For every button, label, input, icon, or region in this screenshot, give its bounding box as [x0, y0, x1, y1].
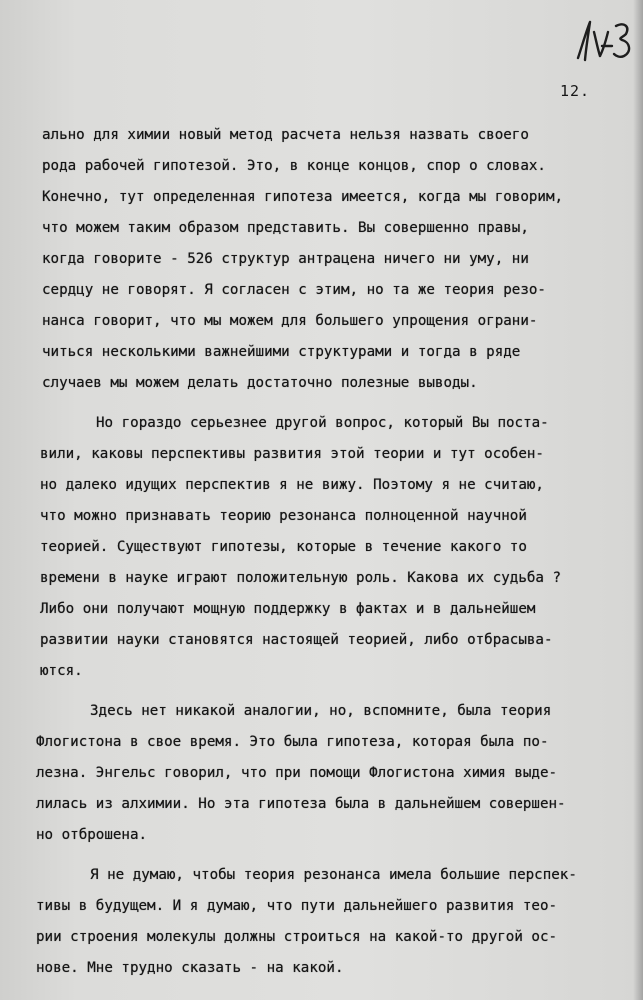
text-line: сердцу не говорят. Я согласен с этим, но та же теория резо-	[42, 282, 546, 298]
text-line: тивы в будущем. И я думаю, что пути дальнейшего развития тео-	[36, 898, 558, 914]
paragraph-start-line: Здесь нет никакой аналогии, но, вспомните, была теория	[90, 703, 552, 719]
text-line: развитии науки становятся настоящей теорией, либо отбрасыва-	[40, 632, 553, 648]
text-line: времени в науке играют положительную роль. Какова их судьба ?	[40, 570, 562, 586]
paragraph-start-line: Но гораздо серьезнее другой вопрос, который Вы поста-	[96, 415, 549, 431]
text-line: но далеко идущих перспектив я не вижу. Поэтому я не считаю,	[40, 477, 544, 493]
folio-handwritten-number	[572, 10, 638, 68]
text-line: теорией. Существуют гипотезы, которые в течение какого то	[40, 539, 527, 555]
page-edge-shadow	[633, 0, 643, 1000]
text-line: когда говорите - 526 структур антрацена ничего ни уму, ни	[42, 251, 529, 267]
text-line: нанса говорит, что мы можем для большего упрощения ограни-	[42, 313, 538, 329]
text-line: что можно признавать теорию резонанса полноценной научной	[40, 508, 527, 524]
text-line: но отброшена.	[36, 827, 148, 843]
text-line: Флогистона в свое время. Это была гипотеза, которая была по-	[36, 734, 549, 750]
text-line: лилась из алхимии. Но эта гипотеза была в дальнейшем совершен-	[36, 796, 566, 812]
text-line: нове. Мне трудно сказать - на какой.	[36, 960, 344, 976]
text-line: Конечно, тут определенная гипотеза имеется, когда мы говорим,	[42, 189, 564, 205]
text-line: ально для химии новый метод расчета нельзя назвать своего	[42, 127, 529, 143]
text-line: Либо они получают мощную поддержку в фактах и в дальнейшем	[40, 601, 536, 617]
text-line: ются.	[40, 663, 83, 679]
text-line: рии строения молекулы должны строиться на какой-то другой ос-	[36, 929, 558, 945]
text-line: вили, каковы перспективы развития этой теории и тут особен-	[40, 446, 544, 462]
text-line: случаев мы можем делать достаточно полезные выводы.	[42, 375, 478, 391]
text-line: рода рабочей гипотезой. Это, в конце концов, спор о словах.	[42, 158, 546, 174]
paragraph-start-line: Я не думаю, чтобы теория резонанса имела большие перспек-	[90, 867, 577, 883]
page-number: 12.	[560, 82, 591, 100]
text-line: что можем таким образом представить. Вы совершенно правы,	[42, 220, 529, 236]
text-line: лезна. Энгельс говорил, что при помощи Флогистона химия выде-	[36, 765, 558, 781]
text-line: читься несколькими важнейшими структурами и тогда в ряде	[42, 344, 521, 360]
